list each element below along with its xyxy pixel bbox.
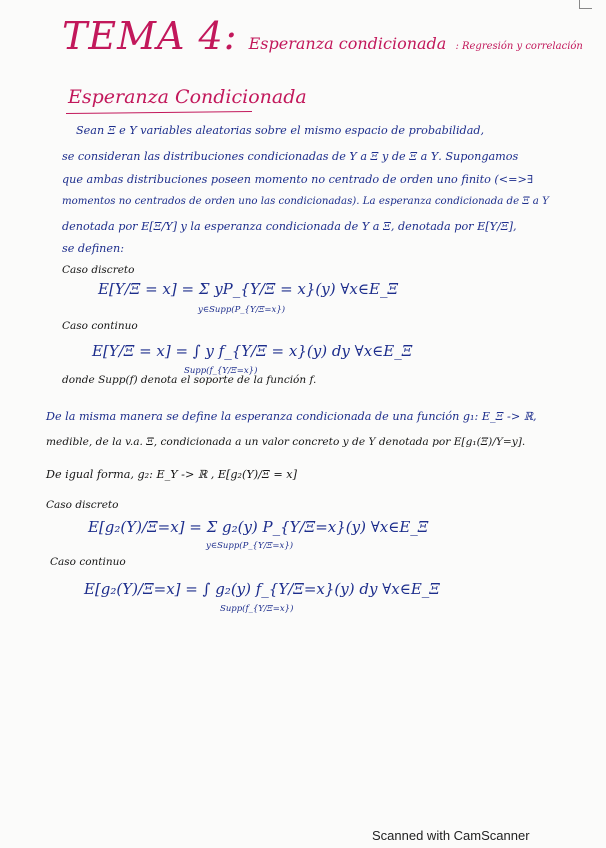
- case-continuous-label: Caso continuo: [50, 556, 126, 568]
- formula-discrete-sum-index: y∈Supp(P_{Υ/Ξ=x}): [198, 305, 286, 315]
- para2-line: De la misma manera se define la esperanza condicionada de una función g₁: E_Ξ -> ℝ,: [46, 410, 537, 423]
- formula-continuous-function-domain: Supp(f_{Υ/Ξ=x}): [220, 604, 294, 614]
- formula-discrete-function: E[g₂(Υ)/Ξ=x] = Σ g₂(y) P_{Υ/Ξ=x}(y) ∀x∈E_Ξ: [88, 518, 429, 536]
- para2-line: medible, de la v.a. Ξ, condicionada a un valor concreto y de Υ denotada por E[g₁(Ξ)/Υ=y].: [46, 436, 526, 448]
- support-note: donde Supp(f) denota el soporte de la función f.: [62, 374, 317, 386]
- case-discrete-label: Caso discreto: [46, 499, 119, 511]
- title-extra: : Regresión y correlación: [455, 41, 583, 52]
- formula-discrete-expectation: E[Υ/Ξ = x] = Σ yP_{Υ/Ξ = x}(y) ∀x∈E_Ξ: [98, 280, 398, 298]
- camscanner-watermark: Scanned with CamScanner: [372, 828, 530, 843]
- intro-line: Sean Ξ e Υ variables aleatorias sobre el mismo espacio de probabilidad,: [76, 124, 485, 137]
- formula-discrete-function-index: y∈Supp(P_{Υ/Ξ=x}): [206, 541, 294, 551]
- para2-line: De igual forma, g₂: E_Υ -> ℝ , E[g₂(Υ)/Ξ = x]: [46, 468, 297, 481]
- title-main: TEMA 4:: [62, 14, 238, 58]
- formula-continuous-function: E[g₂(Υ)/Ξ=x] = ∫ g₂(y) f_{Υ/Ξ=x}(y) dy ∀x∈E_Ξ: [84, 580, 440, 598]
- intro-line: que ambas distribuciones poseen momento no centrado de orden uno finito (<=>∃: [62, 173, 533, 186]
- formula-continuous-expectation: E[Υ/Ξ = x] = ∫ y f_{Υ/Ξ = x}(y) dy ∀x∈E_Ξ: [92, 342, 413, 360]
- corner-mark: [579, 0, 592, 9]
- page-title: [62, 14, 583, 58]
- case-continuous-label: Caso continuo: [62, 320, 138, 332]
- formula-continuous-integral-domain: Supp(f_{Υ/Ξ=x}): [184, 366, 258, 376]
- section-heading: Esperanza Condicionada: [68, 86, 307, 108]
- intro-line: denotada por E[Ξ/Υ] y la esperanza condicionada de Υ a Ξ, denotada por E[Υ/Ξ],: [62, 220, 517, 233]
- intro-line: momentos no centrados de orden uno las condicionadas). La esperanza condicionada de Ξ a Υ: [62, 196, 549, 207]
- case-discrete-label: Caso discreto: [62, 264, 135, 276]
- title-topic: Esperanza condicionada: [248, 34, 447, 53]
- intro-line: se consideran las distribuciones condicionadas de Υ a Ξ y de Ξ a Υ. Supongamos: [62, 150, 519, 163]
- intro-line: se definen:: [62, 242, 124, 255]
- section-underline: [66, 111, 252, 114]
